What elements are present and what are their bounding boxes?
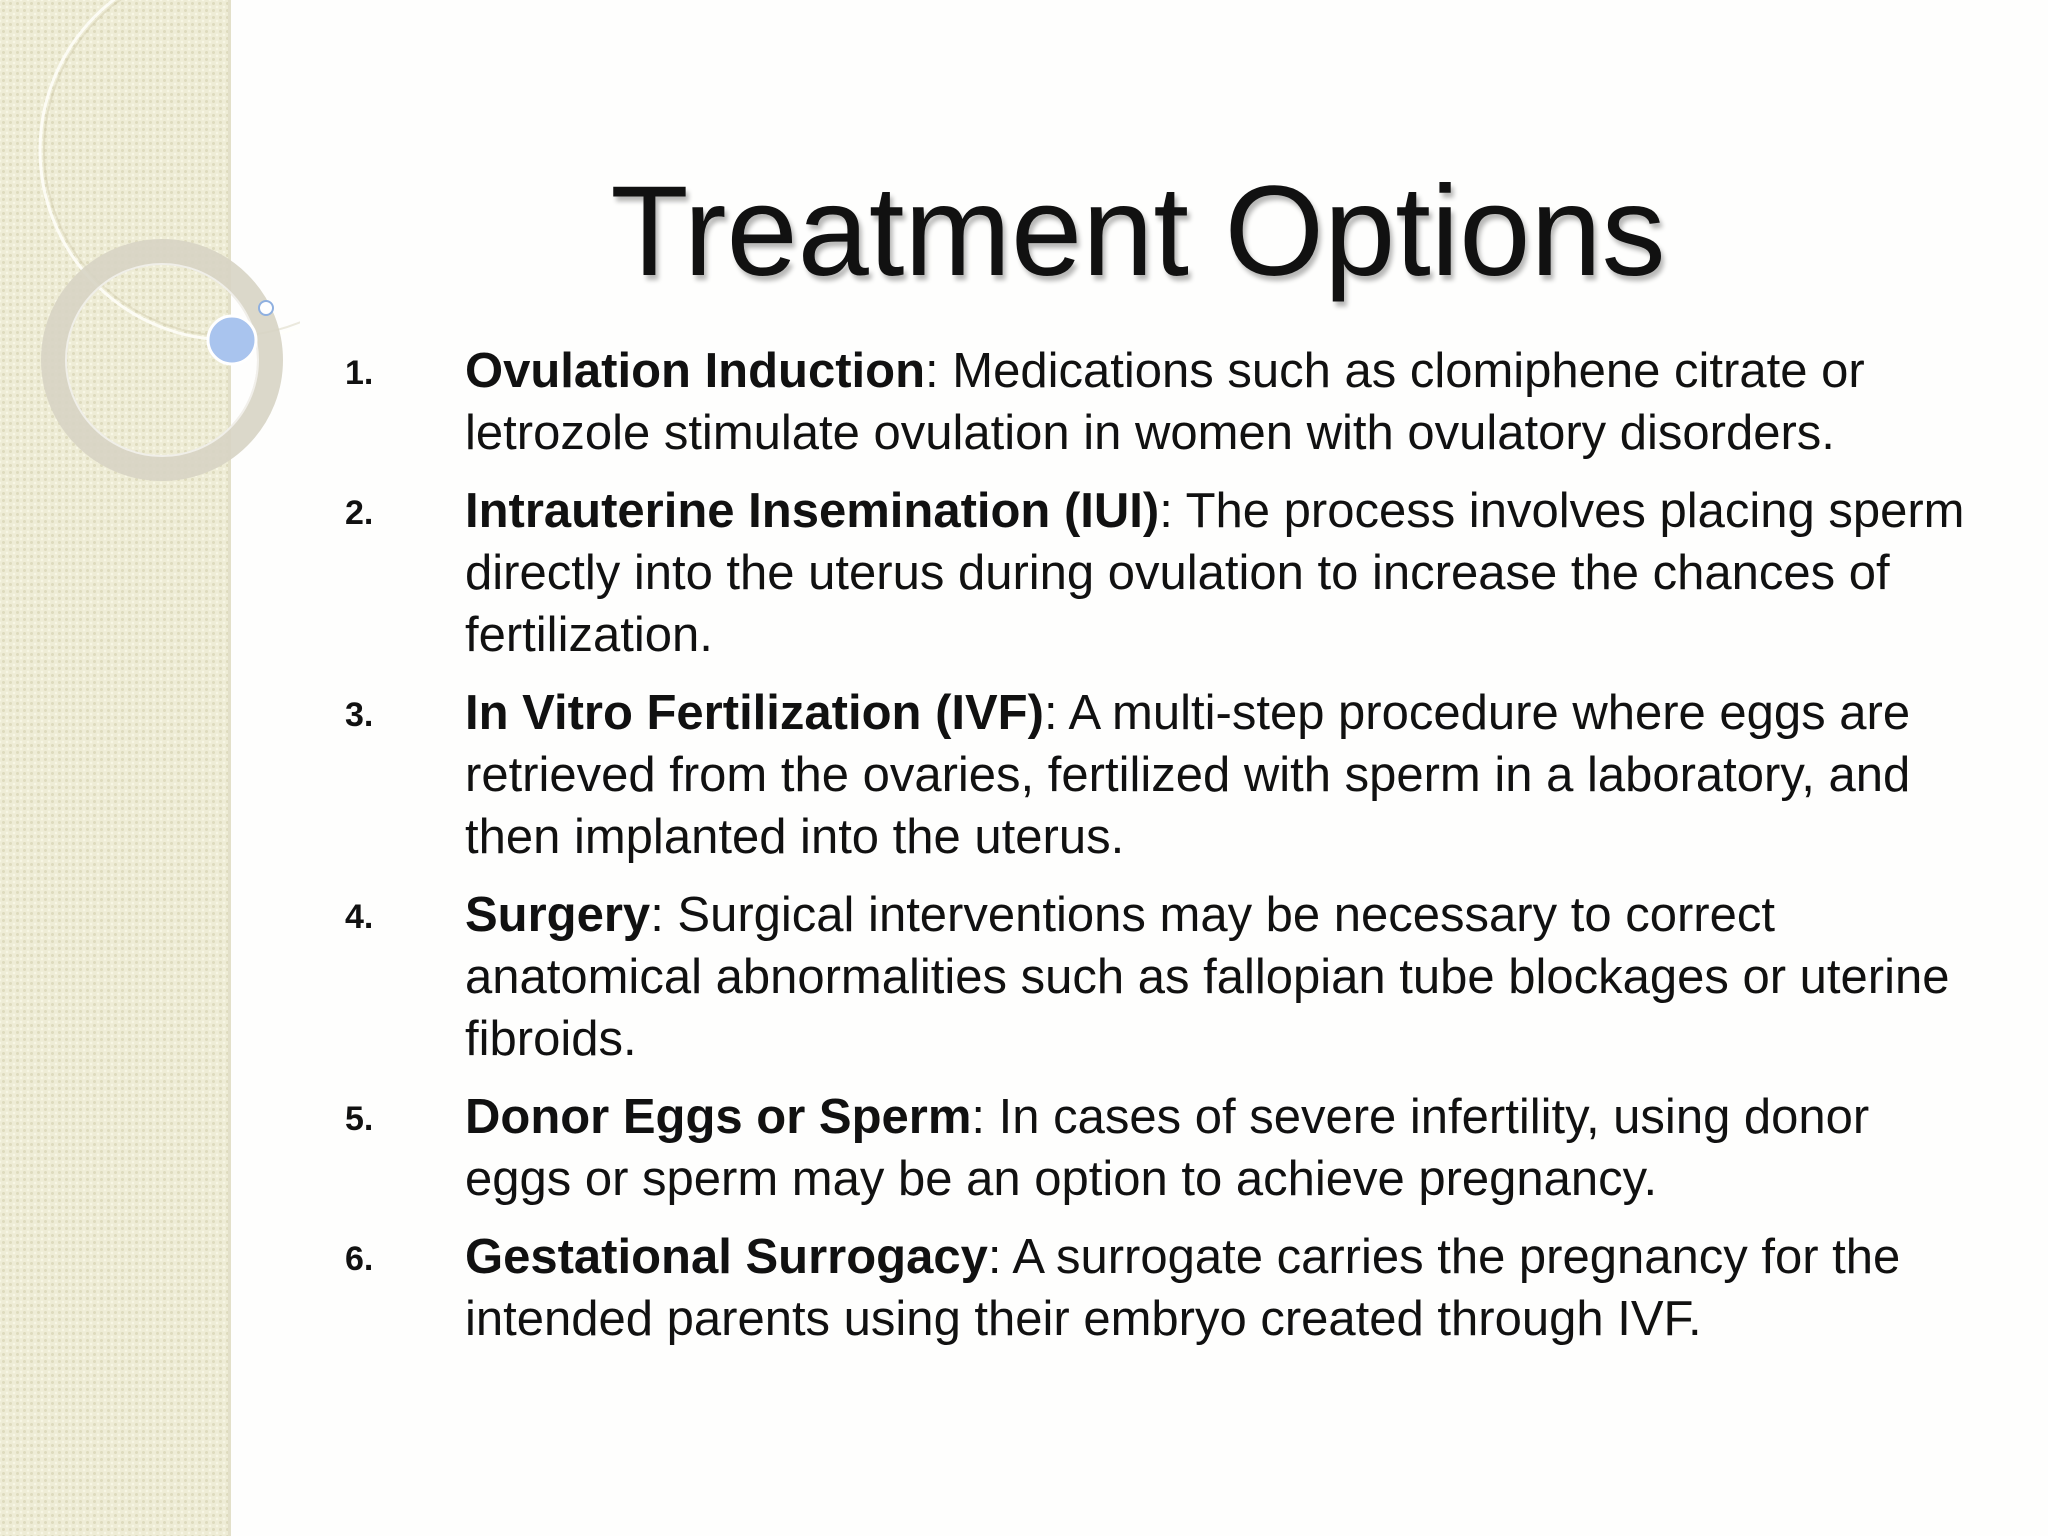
list-item	[345, 884, 1965, 1070]
item-description: : A surrogate carries the pregnancy for the intended parents using their embryo created through IVF.	[465, 1230, 1901, 1346]
list-item	[345, 1086, 1965, 1210]
slide-title: Treatment Options	[610, 160, 1666, 303]
list-item	[345, 1226, 1965, 1350]
item-description: : In cases of severe infertility, using donor eggs or sperm may be an option to achieve pregnancy.	[465, 1090, 1870, 1206]
list-item	[345, 480, 1965, 666]
treatment-list	[345, 340, 1965, 1366]
item-description: : Medications such as clomiphene citrate or letrozole stimulate ovulation in women with ovulatory disorders.	[465, 344, 1865, 460]
item-number: 5.	[345, 1100, 374, 1138]
item-term: In Vitro Fertilization (IVF)	[465, 686, 1044, 740]
item-term: Ovulation Induction	[465, 344, 926, 398]
item-description: : Surgical interventions may be necessary to correct anatomical abnormalities such as fallopian tube blockages or uterine fibroids.	[465, 888, 1950, 1066]
item-term: Surgery	[465, 888, 651, 942]
list-item	[345, 340, 1965, 464]
item-term: Gestational Surrogacy	[465, 1230, 988, 1284]
item-description: : The process involves placing sperm directly into the uterus during ovulation to increase the chances of fertilization.	[465, 484, 1965, 662]
item-number: 1.	[345, 354, 374, 392]
item-number: 4.	[345, 898, 374, 936]
small-accent-dot	[259, 301, 273, 315]
list-item	[345, 682, 1965, 868]
item-number: 3.	[345, 696, 374, 734]
item-term: Intrauterine Insemination (IUI)	[465, 484, 1160, 538]
accent-dot	[208, 316, 256, 364]
item-number: 2.	[345, 494, 374, 532]
item-description: : A multi-step procedure where eggs are retrieved from the ovaries, fertilized with sperm in a laboratory, and then implanted into the uterus.	[465, 686, 1911, 864]
item-number: 6.	[345, 1240, 374, 1278]
item-term: Donor Eggs or Sperm	[465, 1090, 972, 1144]
